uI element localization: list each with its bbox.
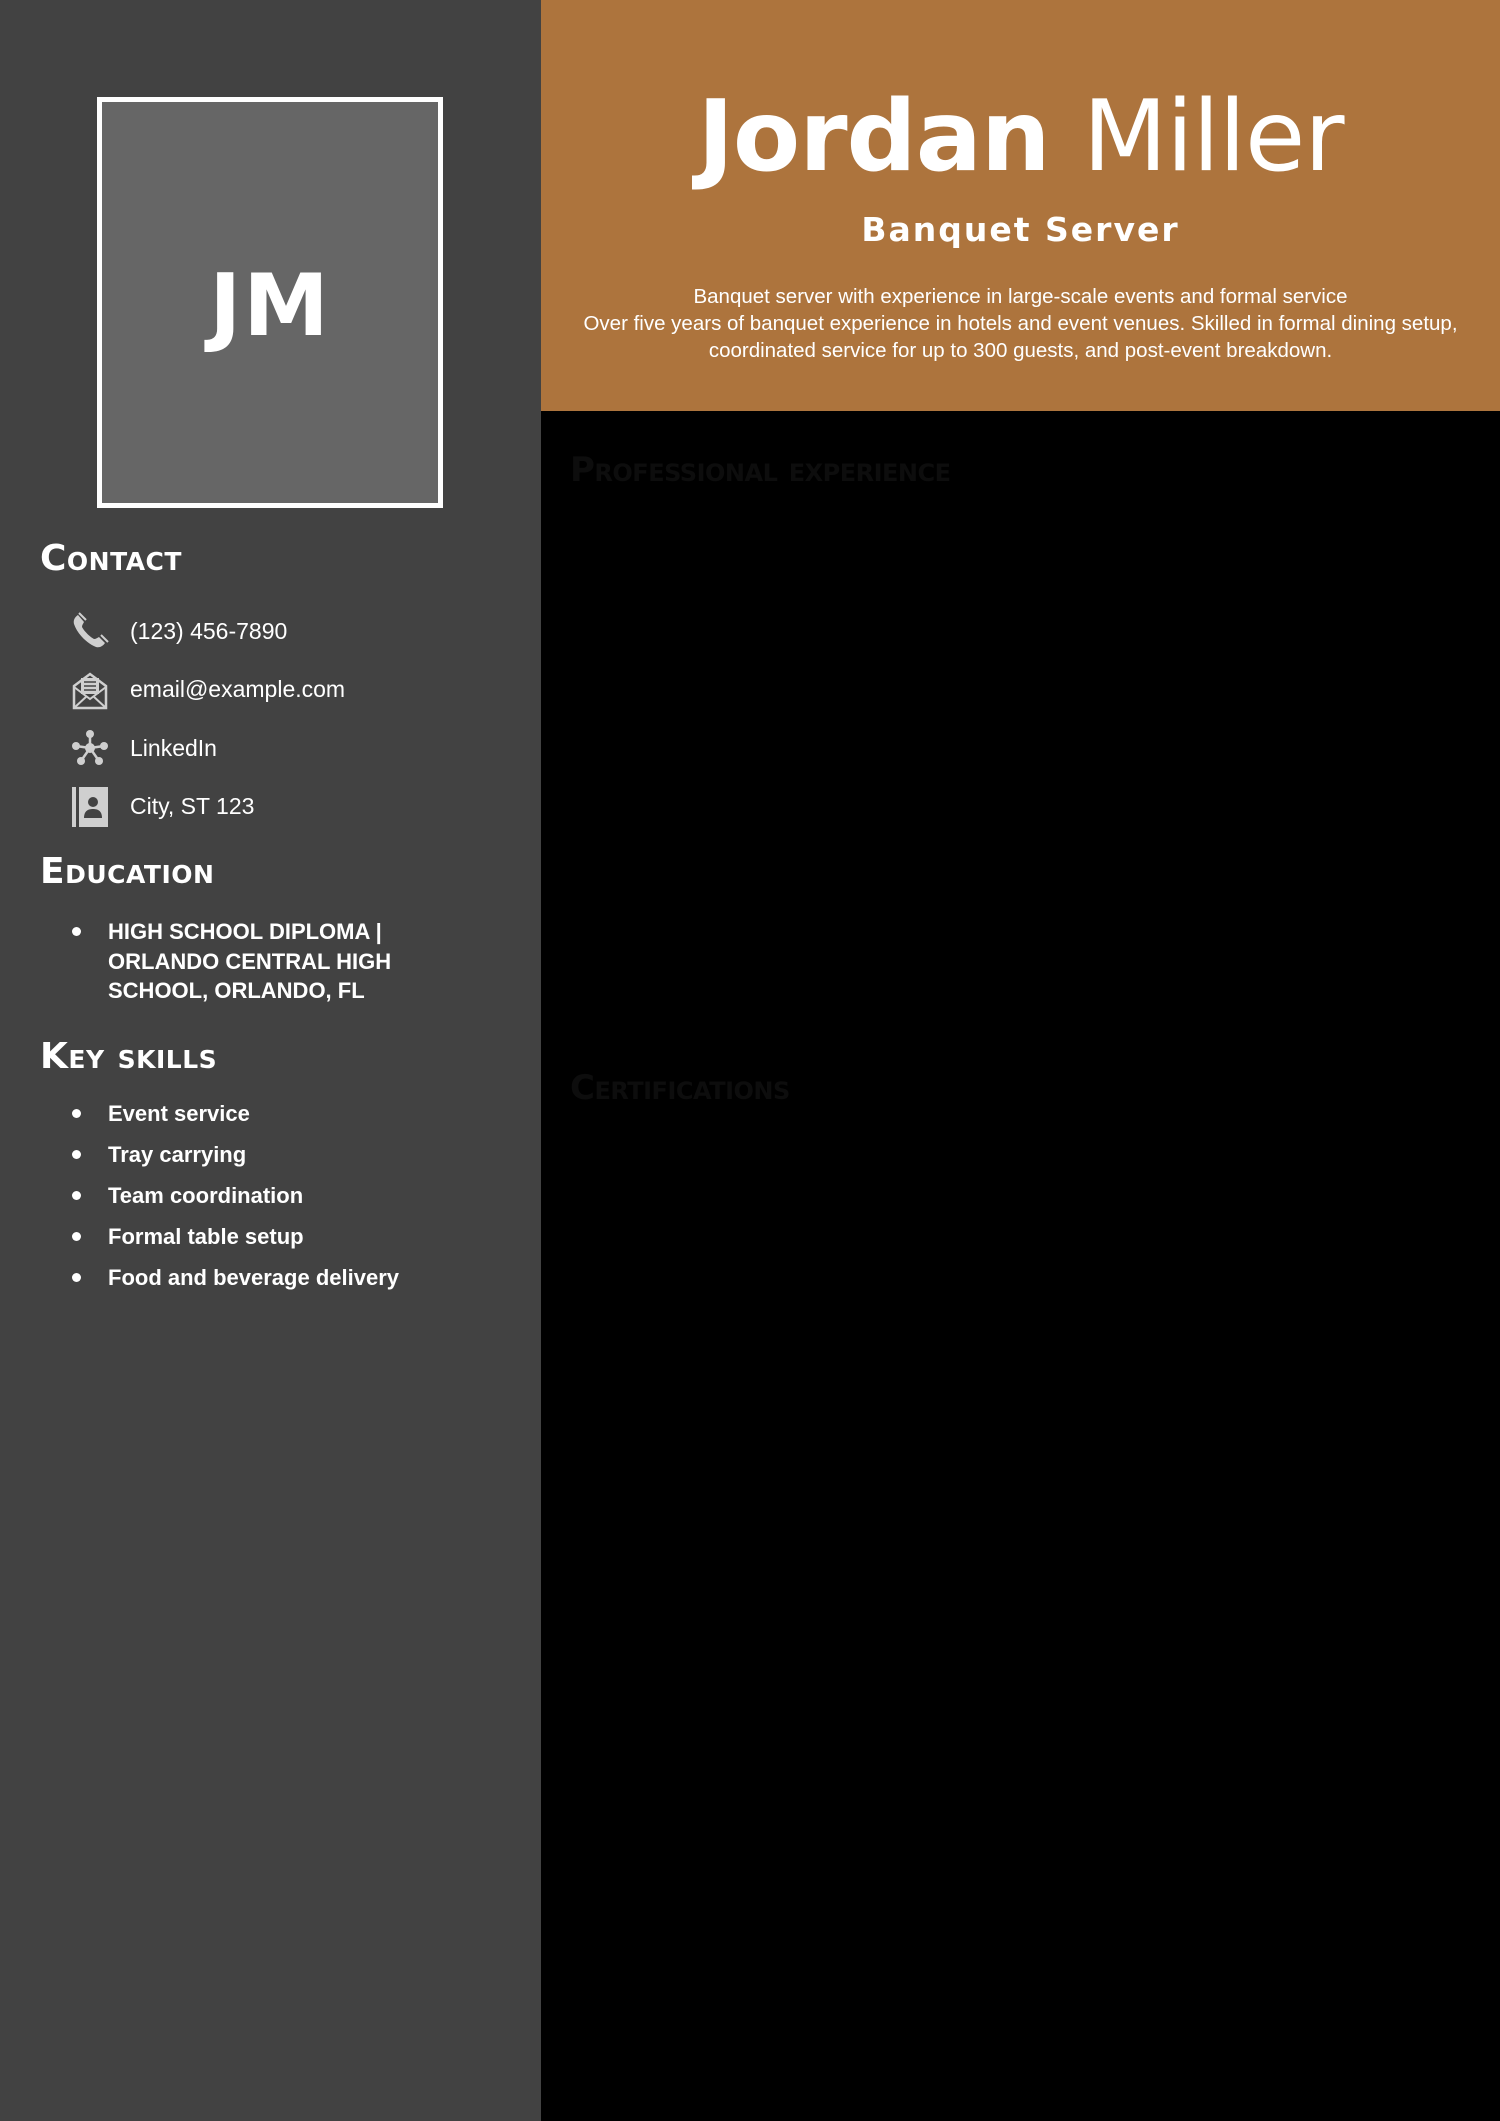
skills-heading: Key skills	[40, 1036, 218, 1077]
skill-item: Formal table setup	[68, 1224, 468, 1250]
contact-item-address	[68, 778, 528, 837]
sidebar	[0, 0, 541, 2121]
last-name: Miller	[1082, 80, 1344, 194]
contact-list	[68, 602, 528, 836]
contact-linkedin[interactable]: LinkedIn	[130, 734, 217, 761]
phone-icon	[68, 610, 112, 652]
full-name	[541, 82, 1500, 192]
education-heading: Education	[40, 851, 215, 892]
contact-item-email	[68, 661, 528, 720]
contact-heading: Contact	[40, 538, 182, 579]
education-list	[68, 917, 468, 1006]
resume-header	[541, 0, 1500, 411]
first-name: Jordan	[697, 80, 1050, 194]
skill-item: Food and beverage delivery	[68, 1265, 468, 1291]
experience-heading: Professional experience	[570, 450, 951, 490]
contact-address: City, ST 123	[130, 793, 255, 820]
profile-photo-placeholder	[97, 97, 443, 508]
network-icon	[68, 727, 112, 769]
contact-phone: (123) 456-7890	[130, 617, 288, 644]
contact-email[interactable]: email@example.com	[130, 676, 346, 703]
certifications-heading: Certifications	[570, 1068, 790, 1108]
skill-item: Tray carrying	[68, 1142, 468, 1168]
initials: JM	[209, 255, 331, 356]
email-icon	[68, 669, 112, 711]
skills-list	[68, 1101, 468, 1306]
skill-item: Event service	[68, 1101, 468, 1127]
job-title: Banquet Server	[861, 210, 1180, 249]
summary-tagline: Banquet server with experience in large-scale events and formal service	[693, 285, 1348, 308]
summary	[561, 283, 1480, 364]
summary-body: Over five years of banquet experience in hotels and event venues. Skilled in formal dining setup, coordinated service for up to 300 guests, and post-event breakdown.	[583, 312, 1458, 362]
skill-item: Team coordination	[68, 1183, 468, 1209]
education-item: HIGH SCHOOL DIPLOMA | ORLANDO CENTRAL HIGH SCHOOL, ORLANDO, FL	[68, 917, 468, 1006]
address-book-icon	[68, 786, 112, 828]
contact-item-linkedin	[68, 719, 528, 778]
contact-item-phone	[68, 602, 528, 661]
